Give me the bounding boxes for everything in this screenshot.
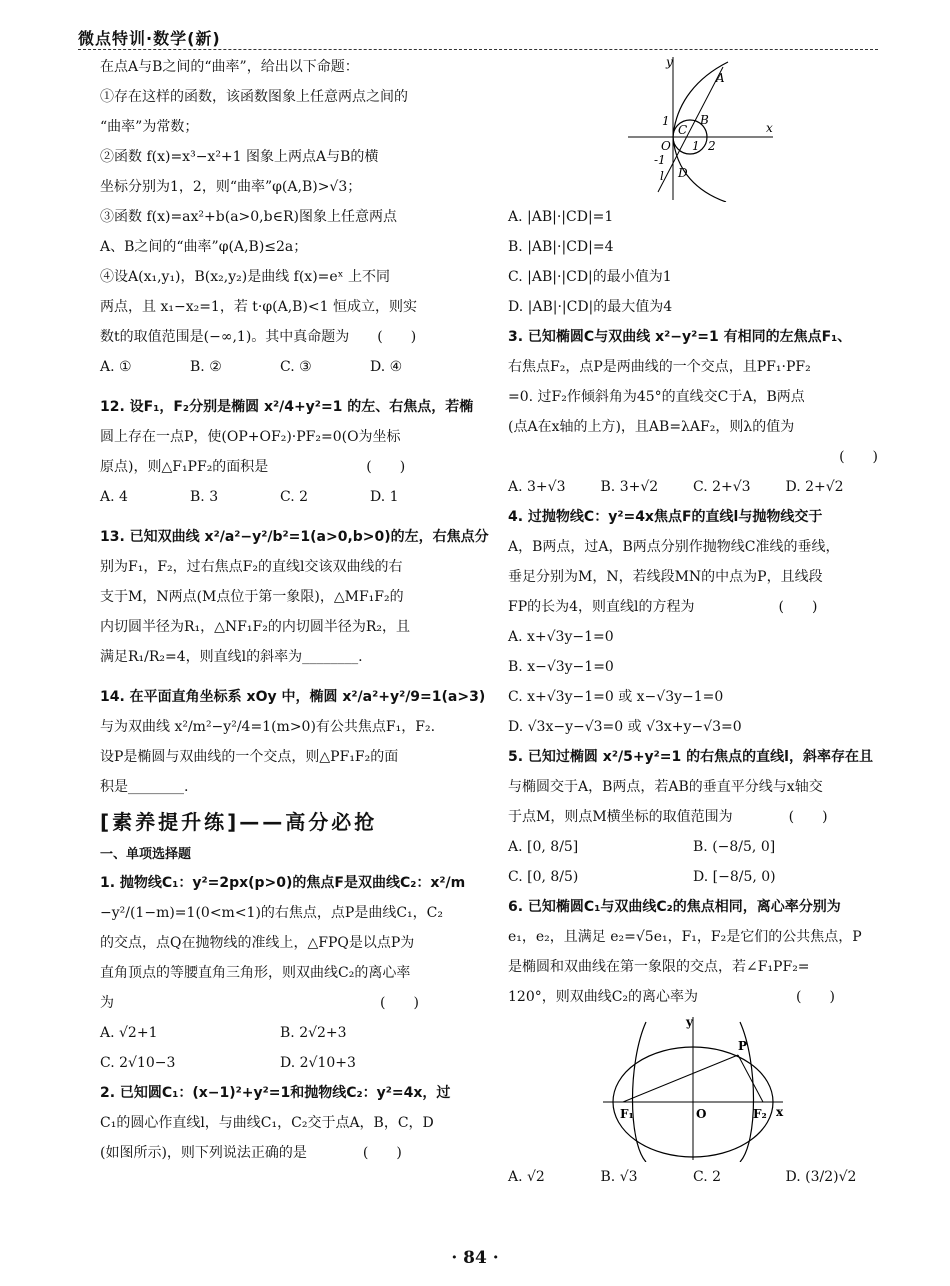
figure-ellipse-hyperbola bbox=[598, 1012, 788, 1162]
text-line: 支于M，N两点(M点位于第一象限)，△MF₁F₂的 bbox=[100, 589, 404, 605]
option-c[interactable]: C. 2 bbox=[280, 489, 309, 505]
question-13 bbox=[100, 522, 489, 672]
text-line: 设P是椭圆与双曲线的一个交点，则△PF₁F₂的面 bbox=[100, 749, 399, 765]
label-f1: F₁ bbox=[620, 1107, 634, 1121]
section-title: [素养提升练]——高分必抢 bbox=[100, 810, 378, 834]
text-line: (点A在x轴的上方)，且AB=λAF₂，则λ的值为 bbox=[508, 419, 795, 435]
text-line: ②函数 f(x)=x³−x²+1 图象上两点A与B的横 bbox=[100, 149, 379, 165]
line-l bbox=[658, 67, 723, 192]
option-d[interactable]: D. 1 bbox=[370, 489, 399, 505]
question-2 bbox=[100, 1078, 460, 1168]
answer-bracket: ( ) bbox=[839, 449, 878, 465]
text-line: 在点A与B之间的“曲率”，给出以下命题： bbox=[100, 59, 359, 75]
text-line: ③函数 f(x)=ax²+b(a>0,b∈R)图象上任意两点 bbox=[100, 209, 397, 225]
text-line: 别为F₁，F₂，过右焦点F₂的直线l交该双曲线的右 bbox=[100, 559, 403, 575]
label-f2: F₂ bbox=[753, 1107, 767, 1121]
figure-circle-parabola bbox=[608, 52, 778, 202]
label-y: y bbox=[666, 55, 673, 69]
question-stem: 12. 设F₁，F₂分别是椭圆 x²/4+y²=1 的左、右焦点，若椭 bbox=[100, 399, 474, 415]
option-a[interactable]: A. 3+√3 bbox=[508, 479, 566, 495]
question-stem: 1. 抛物线C₁：y²=2px(p>0)的焦点F是双曲线C₂：x²/m bbox=[100, 875, 466, 891]
label-l: l bbox=[660, 169, 664, 183]
text-line: 满足R₁/R₂=4，则直线l的斜率为________. bbox=[100, 649, 363, 665]
text-line: 垂足分别为M，N，若线段MN的中点为P，且线段 bbox=[508, 569, 823, 585]
header-title: 微点特训·数学(新) bbox=[78, 29, 221, 48]
option-c[interactable]: C. x+√3y−1=0 或 x−√3y−1=0 bbox=[508, 689, 724, 705]
answer-options bbox=[508, 1162, 878, 1192]
option-c[interactable]: C. |AB|·|CD|的最小值为1 bbox=[508, 269, 672, 285]
question-stem: 2. 已知圆C₁：(x−1)²+y²=1和抛物线C₂：y²=4x，过 bbox=[100, 1085, 451, 1101]
text-line: 为 ( ) bbox=[100, 995, 419, 1011]
answer-options bbox=[100, 482, 460, 512]
label-minus-one: -1 bbox=[654, 153, 666, 167]
answer-options bbox=[508, 472, 878, 502]
text-line: 右焦点F₂，点P是两曲线的一个交点，且PF₁·PF₂ bbox=[508, 359, 811, 375]
option-a[interactable]: A. x+√3y−1=0 bbox=[508, 629, 614, 645]
question-5 bbox=[508, 742, 878, 892]
text-line: (如图所示)，则下列说法正确的是 ( ) bbox=[100, 1145, 402, 1161]
answer-options bbox=[508, 832, 878, 862]
answer-options bbox=[100, 1048, 460, 1078]
option-b[interactable]: B. 3+√2 bbox=[600, 479, 659, 495]
text-line: 两点，且 x₁−x₂=1，若 t·φ(A,B)<1 恒成立，则实 bbox=[100, 299, 418, 315]
option-d[interactable]: D. 2+√2 bbox=[785, 479, 844, 495]
text-line: 直角顶点的等腰直角三角形，则双曲线C₂的离心率 bbox=[100, 965, 411, 981]
option-b[interactable]: B. x−√3y−1=0 bbox=[508, 659, 614, 675]
question-14 bbox=[100, 682, 486, 802]
text-line: 数t的取值范围是(−∞,1)。其中真命题为 ( ) bbox=[100, 329, 417, 345]
option-a[interactable]: A. √2 bbox=[508, 1169, 545, 1185]
question-stem: 3. 已知椭圆C与双曲线 x²−y²=1 有相同的左焦点F₁、 bbox=[508, 329, 852, 345]
option-a[interactable]: A. √2+1 bbox=[100, 1025, 158, 1041]
question-3 bbox=[508, 322, 878, 502]
segment-f1p bbox=[623, 1055, 738, 1102]
page-header bbox=[78, 26, 878, 50]
text-line: 与为双曲线 x²/m²−y²/4=1(m>0)有公共焦点F₁，F₂. bbox=[100, 719, 436, 735]
question-stem: 6. 已知椭圆C₁与双曲线C₂的焦点相同，离心率分别为 bbox=[508, 899, 841, 915]
option-b[interactable]: B. √3 bbox=[600, 1169, 638, 1185]
text-line: 原点)，则△F₁PF₂的面积是 ( ) bbox=[100, 459, 406, 475]
question-stem: 14. 在平面直角坐标系 xOy 中，椭圆 x²/a²+y²/9=1(a>3) bbox=[100, 689, 486, 705]
answer-options bbox=[100, 352, 460, 382]
option-b[interactable]: B. ② bbox=[190, 359, 222, 375]
text-line: 坐标分别为1，2，则“曲率”φ(A,B)>√3； bbox=[100, 179, 362, 195]
option-c[interactable]: C. 2 bbox=[693, 1169, 722, 1185]
answer-options bbox=[100, 1018, 460, 1048]
label-origin: O bbox=[661, 139, 671, 153]
option-d[interactable]: D. 2√10+3 bbox=[280, 1055, 356, 1071]
text-line: C₁的圆心作直线l，与曲线C₁，C₂交于点A，B，C，D bbox=[100, 1115, 434, 1131]
text-line: ①存在这样的函数，该函数图象上任意两点之间的 bbox=[100, 89, 408, 105]
label-y-one: 1 bbox=[662, 114, 670, 128]
left-column bbox=[100, 52, 489, 1168]
label-a: A bbox=[716, 71, 725, 85]
page-number: · 84 · bbox=[451, 1248, 499, 1268]
label-d: D bbox=[678, 166, 688, 180]
label-x: x bbox=[766, 121, 773, 135]
question-11-continued bbox=[100, 52, 460, 382]
label-x: x bbox=[776, 1105, 784, 1119]
question-12 bbox=[100, 392, 474, 512]
option-c[interactable]: C. ③ bbox=[280, 359, 312, 375]
option-b[interactable]: B. (−8/5, 0] bbox=[693, 839, 776, 855]
label-c: C bbox=[678, 123, 688, 137]
question-stem: 13. 已知双曲线 x²/a²−y²/b²=1(a>0,b>0)的左，右焦点分 bbox=[100, 529, 489, 545]
label-origin: O bbox=[696, 1107, 707, 1121]
text-line: 120°，则双曲线C₂的离心率为 ( ) bbox=[508, 989, 835, 1005]
question-6 bbox=[508, 892, 878, 1012]
text-line: A、B之间的“曲率”φ(A,B)≤2a； bbox=[100, 239, 308, 255]
hyperbola-left bbox=[633, 1022, 647, 1162]
option-a[interactable]: A. 4 bbox=[100, 489, 128, 505]
option-b[interactable]: B. 2√2+3 bbox=[280, 1025, 347, 1041]
text-line: 内切圆半径为R₁，△NF₁F₂的内切圆半径为R₂，且 bbox=[100, 619, 410, 635]
question-4 bbox=[508, 502, 878, 742]
question-1 bbox=[100, 868, 466, 1078]
text-line: 圆上存在一点P，使(OP+OF₂)·PF₂=0(O为坐标 bbox=[100, 429, 401, 445]
label-two: 2 bbox=[708, 139, 716, 153]
option-c[interactable]: C. 2√10−3 bbox=[100, 1055, 176, 1071]
option-d[interactable]: D. |AB|·|CD|的最大值为4 bbox=[508, 299, 673, 315]
option-b[interactable]: B. 3 bbox=[190, 489, 219, 505]
option-d[interactable]: D. √3x−y−√3=0 或 √3x+y−√3=0 bbox=[508, 719, 742, 735]
text-line: e₁，e₂，且满足 e₂=√5e₁，F₁，F₂是它们的公共焦点，P bbox=[508, 929, 862, 945]
text-line: 的交点，点Q在抛物线的准线上，△FPQ是以点P为 bbox=[100, 935, 415, 951]
answer-options bbox=[508, 862, 878, 892]
label-b: B bbox=[700, 113, 709, 127]
label-y: y bbox=[686, 1015, 693, 1029]
option-b[interactable]: B. |AB|·|CD|=4 bbox=[508, 239, 614, 255]
text-line: 积是________. bbox=[100, 779, 189, 795]
label-p: P bbox=[738, 1039, 748, 1053]
text-line: 与椭圆交于A，B两点，若AB的垂直平分线与x轴交 bbox=[508, 779, 823, 795]
section-subtitle: 一、单项选择题 bbox=[100, 847, 192, 862]
option-c[interactable]: C. 2+√3 bbox=[693, 479, 751, 495]
option-a[interactable]: A. [0, 8/5] bbox=[508, 839, 579, 855]
question-stem: 5. 已知过椭圆 x²/5+y²=1 的右焦点的直线l，斜率存在且 bbox=[508, 749, 873, 765]
text-line: FP的长为4，则直线l的方程为 ( ) bbox=[508, 599, 818, 615]
text-line: “曲率”为常数； bbox=[100, 119, 199, 135]
option-a[interactable]: A. |AB|·|CD|=1 bbox=[508, 209, 614, 225]
text-line: −y²/(1−m)=1(0<m<1)的右焦点，点P是曲线C₁，C₂ bbox=[100, 905, 443, 921]
text-line: ④设A(x₁,y₁)，B(x₂,y₂)是曲线 f(x)=eˣ 上不同 bbox=[100, 269, 391, 285]
right-column bbox=[508, 52, 878, 1192]
option-d[interactable]: D. (3/2)√2 bbox=[785, 1169, 857, 1185]
text-line: A，B两点，过A，B两点分别作抛物线C准线的垂线， bbox=[508, 539, 840, 555]
question-stem: 4. 过抛物线C：y²=4x焦点F的直线l与抛物线交于 bbox=[508, 509, 823, 525]
option-d[interactable]: D. ④ bbox=[370, 359, 403, 375]
option-c[interactable]: C. [0, 8/5) bbox=[508, 869, 579, 885]
option-a[interactable]: A. ① bbox=[100, 359, 132, 375]
label-one: 1 bbox=[692, 139, 700, 153]
option-d[interactable]: D. [−8/5, 0) bbox=[693, 869, 776, 885]
text-line: =0. 过F₂作倾斜角为45°的直线交C于A，B两点 bbox=[508, 389, 805, 405]
text-line: 于点M，则点M横坐标的取值范围为 ( ) bbox=[508, 809, 828, 825]
text-line: 是椭圆和双曲线在第一象限的交点，若∠F₁PF₂= bbox=[508, 959, 810, 975]
